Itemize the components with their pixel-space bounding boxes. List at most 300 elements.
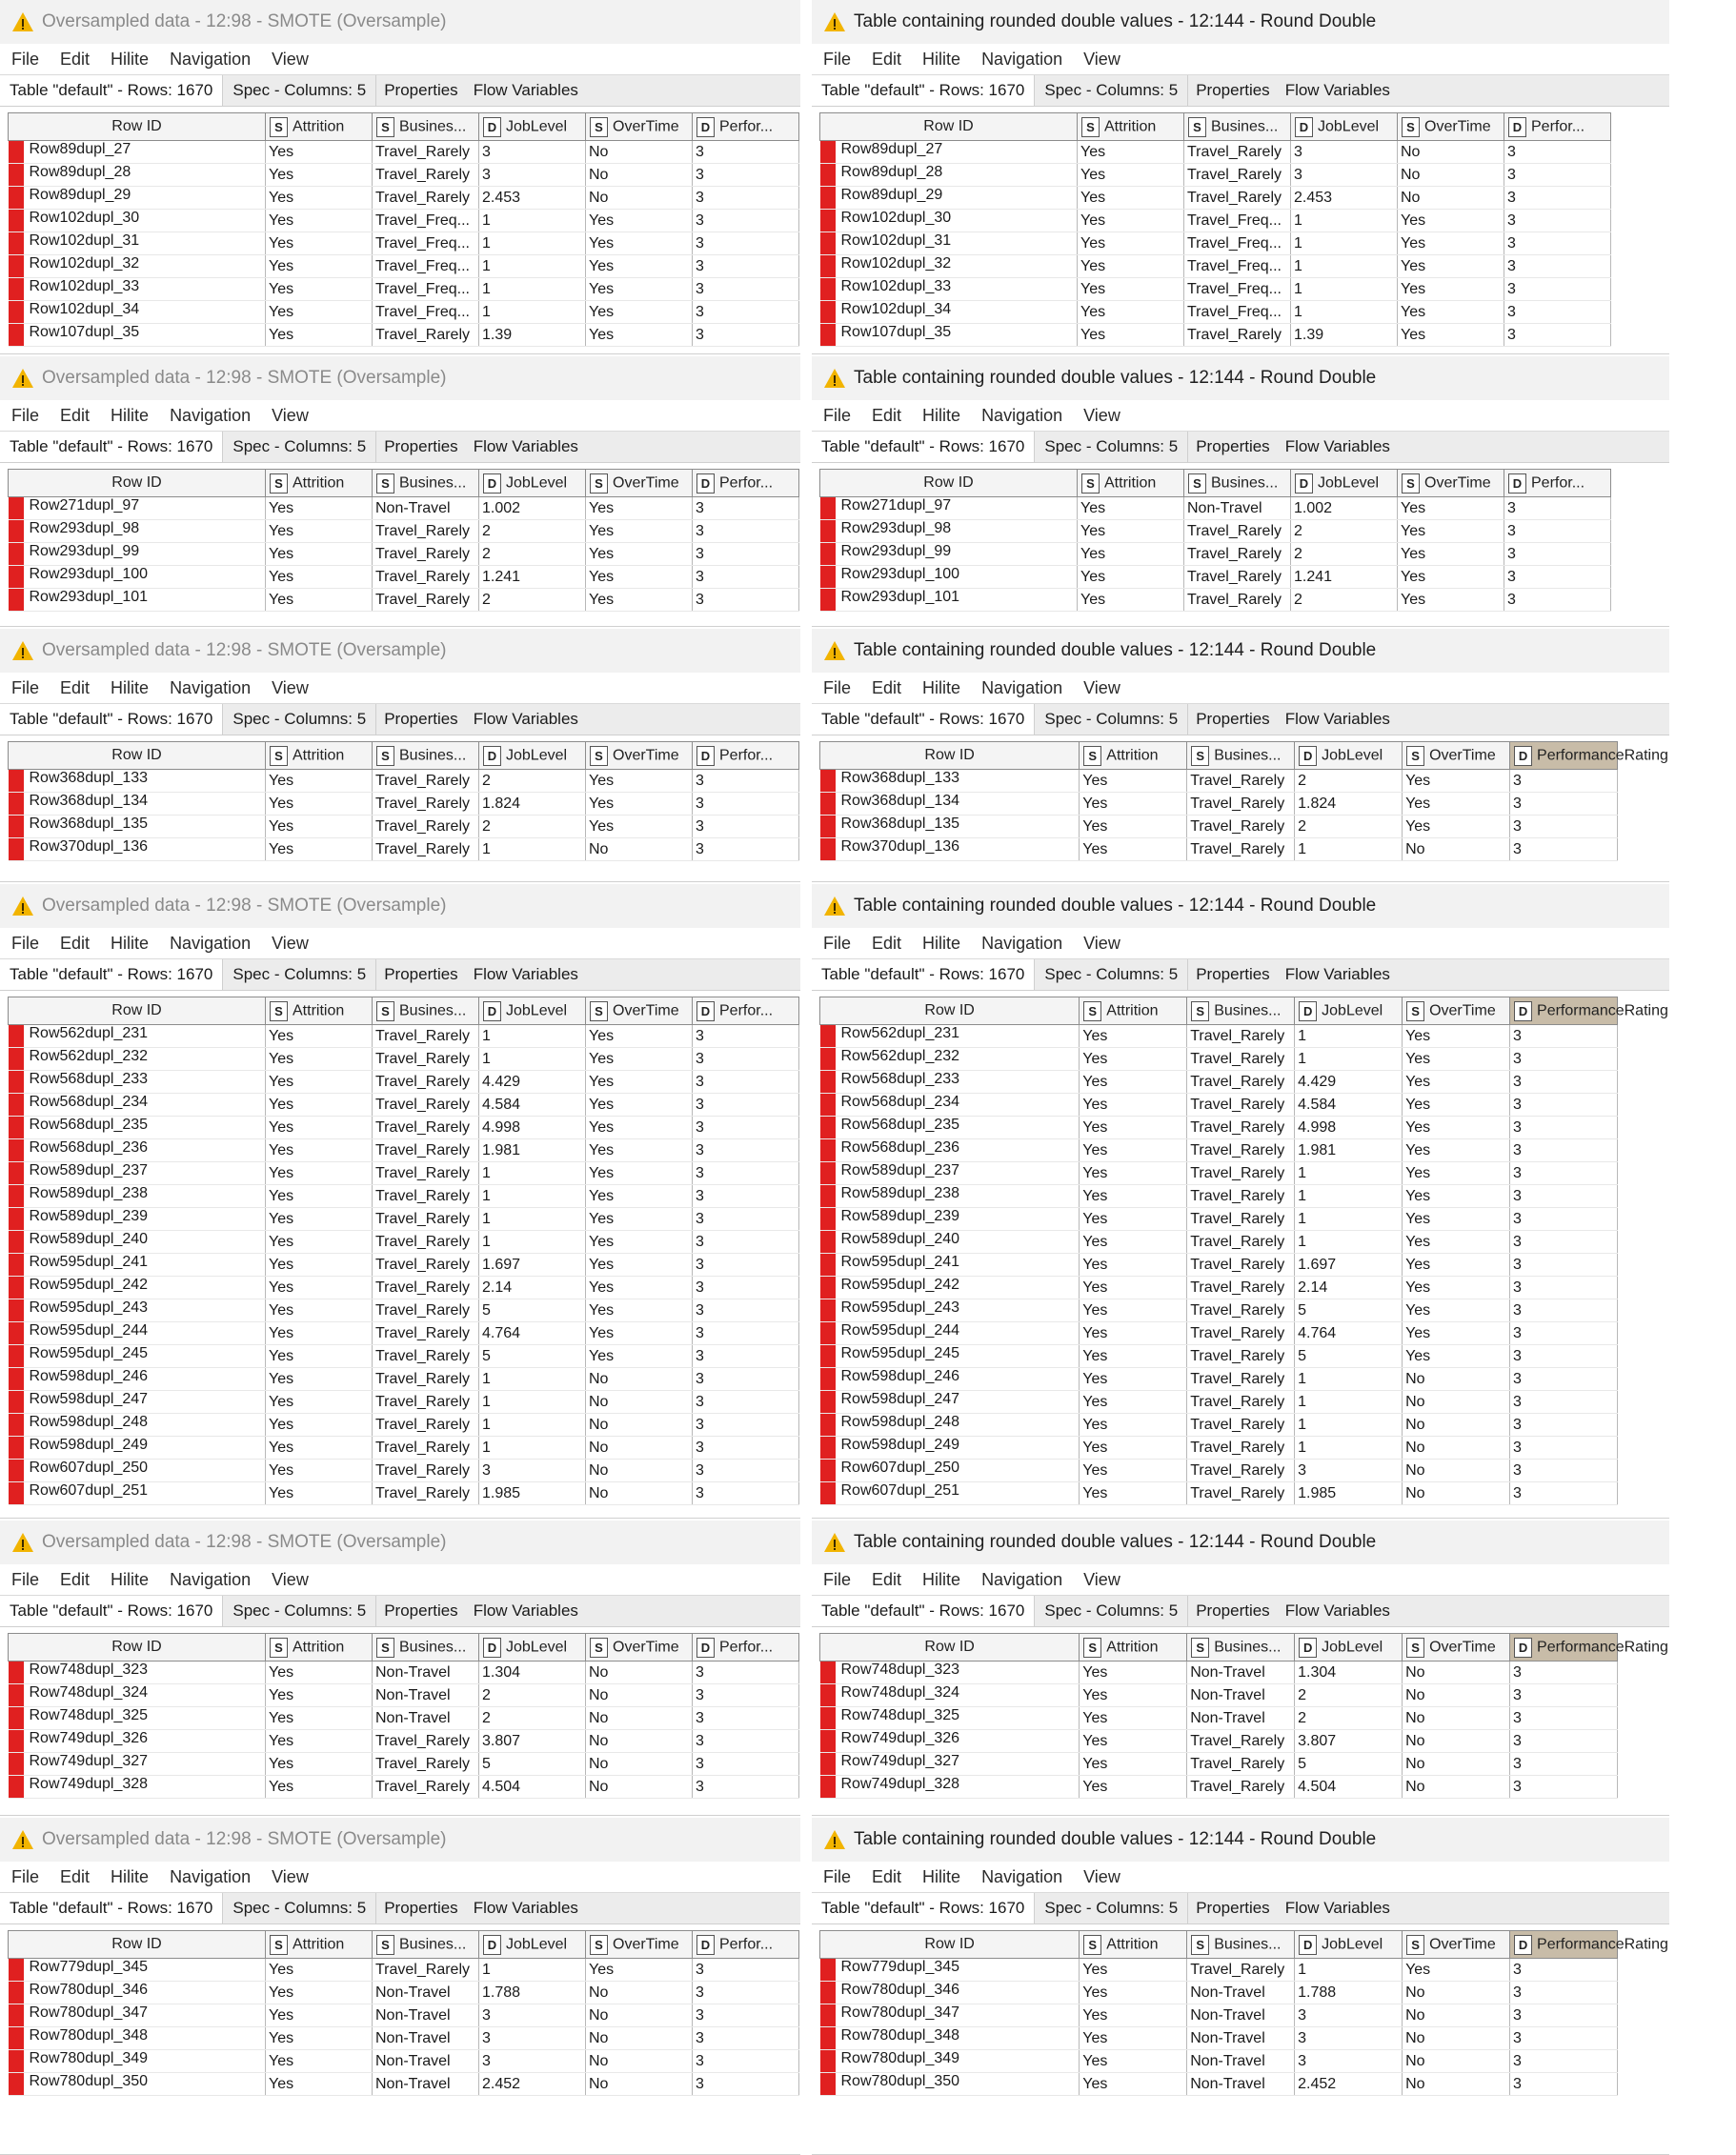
table-row[interactable] [9, 1208, 799, 1231]
column-header-joblevel[interactable] [1291, 113, 1398, 141]
column-header-joblevel[interactable] [1291, 470, 1398, 497]
column-header-attrition[interactable] [1080, 997, 1187, 1025]
tab-spec[interactable]: Spec - Columns: 5 [1035, 432, 1188, 462]
menu-hilite[interactable]: Hilite [922, 1866, 961, 1886]
menu-file[interactable]: File [11, 1569, 40, 1589]
table-row[interactable] [9, 520, 799, 543]
tab-spec[interactable]: Spec - Columns: 5 [223, 704, 376, 735]
column-header-busines[interactable] [373, 470, 479, 497]
table-row[interactable] [820, 520, 1611, 543]
column-header-overtime[interactable] [586, 1634, 693, 1662]
menu-file[interactable]: File [11, 1866, 40, 1886]
table-row[interactable] [9, 1048, 799, 1071]
column-header-joblevel[interactable] [1295, 997, 1403, 1025]
tab-spec[interactable]: Spec - Columns: 5 [223, 1893, 376, 1923]
table-row[interactable] [9, 566, 799, 589]
tab-properties[interactable]: Properties [1196, 1601, 1270, 1620]
table-row[interactable] [9, 1139, 799, 1162]
column-header-busines[interactable] [1187, 1634, 1295, 1662]
column-header-row-id[interactable]: Row ID [9, 1931, 266, 1959]
tab-spec[interactable]: Spec - Columns: 5 [223, 75, 376, 106]
table-row[interactable] [820, 1299, 1618, 1322]
column-header-attrition[interactable] [1078, 113, 1184, 141]
tab-properties[interactable]: Properties [1196, 1899, 1270, 1917]
column-header-attrition[interactable] [266, 113, 373, 141]
column-header-busines[interactable] [1184, 470, 1291, 497]
table-row[interactable] [820, 2050, 1618, 2073]
column-header-row-id[interactable]: Row ID [9, 113, 266, 141]
menu-hilite[interactable]: Hilite [111, 1569, 150, 1589]
table-row[interactable] [9, 1460, 799, 1482]
table-row[interactable] [820, 1662, 1618, 1684]
menu-edit[interactable]: Edit [872, 49, 902, 69]
column-header-perfor[interactable] [693, 1634, 799, 1662]
column-header-joblevel[interactable] [479, 470, 586, 497]
table-row[interactable] [820, 793, 1618, 816]
tab-properties[interactable]: Properties [384, 965, 458, 983]
table-row[interactable] [820, 278, 1611, 301]
menu-file[interactable]: File [823, 49, 852, 69]
column-header-overtime[interactable] [1403, 997, 1510, 1025]
table-row[interactable] [9, 1345, 799, 1368]
table-row[interactable] [820, 816, 1618, 838]
table-row[interactable] [9, 1231, 799, 1254]
column-header-overtime[interactable] [586, 997, 693, 1025]
tab-properties[interactable]: Properties [384, 710, 458, 728]
menu-view[interactable]: View [272, 405, 309, 425]
menu-view[interactable]: View [272, 1569, 309, 1589]
tab-table[interactable]: Table "default" - Rows: 1670 [812, 1893, 1035, 1923]
menu-view[interactable]: View [1083, 49, 1120, 69]
column-header-overtime[interactable] [1403, 742, 1510, 770]
menu-navigation[interactable]: Navigation [981, 933, 1063, 953]
table-row[interactable] [820, 141, 1611, 164]
menu-edit[interactable]: Edit [60, 1569, 91, 1589]
table-row[interactable] [9, 2073, 799, 2096]
menu-navigation[interactable]: Navigation [170, 1569, 252, 1589]
tab-properties[interactable]: Properties [384, 1601, 458, 1620]
cell-value: Row568dupl_236 [840, 1139, 960, 1156]
column-header-perfor[interactable] [693, 470, 799, 497]
tab-flow-variables[interactable]: Flow Variables [1284, 437, 1390, 455]
table-row[interactable] [9, 1071, 799, 1094]
table-row[interactable] [9, 1707, 799, 1730]
cell-value: Yes [1082, 1686, 1108, 1703]
menu-file[interactable]: File [823, 1569, 852, 1589]
table-row[interactable] [820, 1322, 1618, 1345]
menu-view[interactable]: View [1083, 1569, 1120, 1589]
menu-edit[interactable]: Edit [60, 49, 91, 69]
column-header-overtime[interactable] [1403, 1634, 1510, 1662]
column-header-overtime[interactable] [586, 1931, 693, 1959]
menu-navigation[interactable]: Navigation [981, 49, 1063, 69]
tab-flow-variables[interactable]: Flow Variables [473, 1601, 578, 1620]
tab-table[interactable]: Table "default" - Rows: 1670 [812, 1596, 1035, 1626]
column-header-joblevel[interactable] [1295, 1634, 1403, 1662]
table-row[interactable] [820, 164, 1611, 187]
table-row[interactable] [9, 324, 799, 347]
table-row[interactable] [820, 1231, 1618, 1254]
menu-edit[interactable]: Edit [60, 405, 91, 425]
tab-table[interactable]: Table "default" - Rows: 1670 [0, 704, 223, 735]
tab-properties[interactable]: Properties [1196, 965, 1270, 983]
tab-flow-variables[interactable]: Flow Variables [1284, 710, 1390, 728]
table-row[interactable] [9, 770, 799, 793]
table-row[interactable] [820, 1776, 1618, 1799]
table-row[interactable] [820, 187, 1611, 210]
table-row[interactable] [820, 1025, 1618, 1048]
table-row[interactable] [9, 141, 799, 164]
column-header-row-id[interactable]: Row ID [820, 997, 1080, 1025]
column-header-overtime[interactable] [1398, 113, 1504, 141]
tab-properties[interactable]: Properties [384, 437, 458, 455]
column-header-overtime[interactable] [586, 113, 693, 141]
tab-flow-variables[interactable]: Flow Variables [473, 1899, 578, 1917]
table-row[interactable] [820, 324, 1611, 347]
table-row[interactable] [9, 1414, 799, 1437]
table-row[interactable] [9, 1982, 799, 2004]
window-title-bar[interactable] [0, 629, 800, 673]
table-row[interactable] [820, 1048, 1618, 1071]
tab-flow-variables[interactable]: Flow Variables [1284, 1899, 1390, 1917]
window-title-bar[interactable] [0, 0, 800, 44]
table-row[interactable] [9, 278, 799, 301]
menu-file[interactable]: File [823, 677, 852, 697]
table-row[interactable] [820, 543, 1611, 566]
tab-properties[interactable]: Properties [1196, 710, 1270, 728]
tab-flow-variables[interactable]: Flow Variables [1284, 81, 1390, 99]
menu-navigation[interactable]: Navigation [981, 1866, 1063, 1886]
column-header-busines[interactable] [1187, 1931, 1295, 1959]
tab-spec[interactable]: Spec - Columns: 5 [1035, 75, 1188, 106]
column-header-performancerating[interactable] [1510, 997, 1668, 1025]
tab-properties[interactable]: Properties [384, 81, 458, 99]
tab-flow-variables[interactable]: Flow Variables [1284, 965, 1390, 983]
column-header-attrition[interactable] [1080, 742, 1187, 770]
menu-file[interactable]: File [823, 1866, 852, 1886]
table-row[interactable] [9, 816, 799, 838]
column-header-busines[interactable] [1187, 997, 1295, 1025]
tab-table[interactable]: Table "default" - Rows: 1670 [812, 704, 1035, 735]
menu-navigation[interactable]: Navigation [170, 677, 252, 697]
menu-view[interactable]: View [272, 933, 309, 953]
menu-view[interactable]: View [272, 677, 309, 697]
menu-hilite[interactable]: Hilite [922, 933, 961, 953]
table-row[interactable] [820, 497, 1611, 520]
column-header-perfor[interactable] [693, 113, 799, 141]
column-header-busines[interactable] [373, 742, 479, 770]
table-row[interactable] [9, 255, 799, 278]
table-row[interactable] [820, 838, 1618, 861]
tab-flow-variables[interactable]: Flow Variables [473, 81, 578, 99]
column-header-overtime[interactable] [1403, 1931, 1510, 1959]
tab-flow-variables[interactable]: Flow Variables [473, 965, 578, 983]
table-row[interactable] [9, 1185, 799, 1208]
tab-properties[interactable]: Properties [1196, 81, 1270, 99]
tab-table[interactable]: Table "default" - Rows: 1670 [0, 432, 223, 462]
table-row[interactable] [820, 1982, 1618, 2004]
tab-table[interactable]: Table "default" - Rows: 1670 [0, 1596, 223, 1626]
table-row[interactable] [9, 1322, 799, 1345]
table-row[interactable] [9, 1254, 799, 1277]
tab-flow-variables[interactable]: Flow Variables [473, 710, 578, 728]
tab-spec[interactable]: Spec - Columns: 5 [223, 959, 376, 990]
menu-navigation[interactable]: Navigation [981, 677, 1063, 697]
table-row[interactable] [9, 187, 799, 210]
table-row[interactable] [9, 1437, 799, 1460]
tab-properties[interactable]: Properties [1196, 437, 1270, 455]
column-header-busines[interactable] [373, 1931, 479, 1959]
tab-flow-variables[interactable]: Flow Variables [1284, 1601, 1390, 1620]
menu-view[interactable]: View [1083, 1866, 1120, 1886]
table-row[interactable] [9, 1117, 799, 1139]
tab-spec[interactable]: Spec - Columns: 5 [1035, 704, 1188, 735]
table-row[interactable] [9, 2027, 799, 2050]
cell-value: Yes [589, 1961, 615, 1978]
column-header-joblevel[interactable] [479, 113, 586, 141]
column-header-row-id[interactable]: Row ID [9, 997, 266, 1025]
column-header-joblevel[interactable] [1295, 742, 1403, 770]
column-header-performancerating[interactable] [1510, 1931, 1668, 1959]
window-title-bar[interactable] [0, 1818, 800, 1862]
column-header-attrition[interactable] [266, 1931, 373, 1959]
column-header-attrition[interactable] [1078, 470, 1184, 497]
tab-flow-variables[interactable]: Flow Variables [473, 437, 578, 455]
menu-view[interactable]: View [1083, 933, 1120, 953]
table-row[interactable] [9, 1753, 799, 1776]
column-header-joblevel[interactable] [479, 1634, 586, 1662]
table-row[interactable] [820, 1208, 1618, 1231]
menu-edit[interactable]: Edit [60, 1866, 91, 1886]
menu-file[interactable]: File [11, 677, 40, 697]
menu-edit[interactable]: Edit [60, 677, 91, 697]
menu-navigation[interactable]: Navigation [981, 1569, 1063, 1589]
menu-file[interactable]: File [11, 405, 40, 425]
table-row[interactable] [820, 2073, 1618, 2096]
table-row[interactable] [820, 1414, 1618, 1437]
table-row[interactable] [9, 1368, 799, 1391]
window-title-bar[interactable] [812, 356, 1669, 400]
column-header-overtime[interactable] [1398, 470, 1504, 497]
tab-spec[interactable]: Spec - Columns: 5 [1035, 959, 1188, 990]
column-header-overtime[interactable] [586, 742, 693, 770]
table-row[interactable] [9, 1162, 799, 1185]
column-header-joblevel[interactable] [479, 997, 586, 1025]
menu-navigation[interactable]: Navigation [170, 933, 252, 953]
window-title-bar[interactable] [0, 356, 800, 400]
tab-table[interactable]: Table "default" - Rows: 1670 [0, 1893, 223, 1923]
column-header-row-id[interactable]: Row ID [9, 1634, 266, 1662]
column-header-row-id[interactable]: Row ID [9, 742, 266, 770]
menu-file[interactable]: File [11, 933, 40, 953]
column-header-attrition[interactable] [1080, 1931, 1187, 1959]
menu-hilite[interactable]: Hilite [111, 1866, 150, 1886]
column-header-row-id[interactable]: Row ID [820, 742, 1080, 770]
table-row[interactable] [820, 1094, 1618, 1117]
table-row[interactable] [9, 793, 799, 816]
menu-navigation[interactable]: Navigation [170, 1866, 252, 1886]
table-row[interactable] [9, 1025, 799, 1048]
tab-table[interactable]: Table "default" - Rows: 1670 [812, 75, 1035, 106]
table-row[interactable] [820, 1482, 1618, 1505]
menu-file[interactable]: File [823, 933, 852, 953]
table-row[interactable] [820, 1139, 1618, 1162]
column-header-row-id[interactable]: Row ID [820, 470, 1078, 497]
table-row[interactable] [820, 1959, 1618, 1982]
table-row[interactable] [820, 589, 1611, 612]
table-row[interactable] [9, 1277, 799, 1299]
menu-file[interactable]: File [11, 49, 40, 69]
tab-table[interactable]: Table "default" - Rows: 1670 [0, 959, 223, 990]
table-row[interactable] [820, 301, 1611, 324]
table-row[interactable] [9, 543, 799, 566]
table-row[interactable] [820, 1277, 1618, 1299]
column-header-busines[interactable] [373, 997, 479, 1025]
menu-hilite[interactable]: Hilite [111, 933, 150, 953]
table-row[interactable] [820, 1437, 1618, 1460]
window-title-bar[interactable] [812, 0, 1669, 44]
column-header-row-id[interactable]: Row ID [820, 1634, 1080, 1662]
table-row[interactable] [820, 566, 1611, 589]
column-header-attrition[interactable] [266, 470, 373, 497]
menu-edit[interactable]: Edit [872, 405, 902, 425]
column-header-attrition[interactable] [266, 742, 373, 770]
tab-spec[interactable]: Spec - Columns: 5 [1035, 1893, 1188, 1923]
column-header-row-id[interactable]: Row ID [9, 470, 266, 497]
table-cell [586, 566, 693, 589]
table-row[interactable] [820, 232, 1611, 255]
column-header-perfor[interactable] [1504, 470, 1611, 497]
menu-edit[interactable]: Edit [872, 677, 902, 697]
table-row[interactable] [820, 1730, 1618, 1753]
column-header-attrition[interactable] [266, 1634, 373, 1662]
table-row[interactable] [820, 1162, 1618, 1185]
column-header-busines[interactable] [1187, 742, 1295, 770]
menu-file[interactable]: File [823, 405, 852, 425]
column-header-joblevel[interactable] [1295, 1931, 1403, 1959]
menu-hilite[interactable]: Hilite [922, 1569, 961, 1589]
column-header-row-id[interactable]: Row ID [820, 1931, 1080, 1959]
window-title-bar[interactable] [812, 1521, 1669, 1564]
table-row[interactable] [820, 1460, 1618, 1482]
menu-navigation[interactable]: Navigation [170, 49, 252, 69]
column-header-row-id[interactable]: Row ID [820, 113, 1078, 141]
table-row[interactable] [9, 589, 799, 612]
menu-hilite[interactable]: Hilite [922, 405, 961, 425]
table-row[interactable] [820, 1391, 1618, 1414]
table-row[interactable] [820, 1254, 1618, 1277]
table-row[interactable] [820, 255, 1611, 278]
table-row[interactable] [9, 1482, 799, 1505]
menu-view[interactable]: View [272, 1866, 309, 1886]
table-row[interactable] [820, 1684, 1618, 1707]
table-row[interactable] [820, 1071, 1618, 1094]
menu-edit[interactable]: Edit [872, 1866, 902, 1886]
table-row[interactable] [9, 1959, 799, 1982]
table-row[interactable] [9, 210, 799, 232]
table-row[interactable] [9, 1094, 799, 1117]
tab-spec[interactable]: Spec - Columns: 5 [223, 1596, 376, 1626]
column-header-perfor[interactable] [693, 1931, 799, 1959]
menu-hilite[interactable]: Hilite [111, 405, 150, 425]
menu-hilite[interactable]: Hilite [922, 49, 961, 69]
table-row[interactable] [9, 1662, 799, 1684]
menu-navigation[interactable]: Navigation [170, 405, 252, 425]
column-header-attrition[interactable] [1080, 1634, 1187, 1662]
table-row[interactable] [9, 164, 799, 187]
column-header-overtime[interactable] [586, 470, 693, 497]
menu-hilite[interactable]: Hilite [111, 677, 150, 697]
column-header-perfor[interactable] [693, 997, 799, 1025]
table-row[interactable] [820, 1117, 1618, 1139]
table-row[interactable] [820, 2027, 1618, 2050]
table-row[interactable] [9, 1776, 799, 1799]
table-row[interactable] [9, 1730, 799, 1753]
table-row[interactable] [9, 2004, 799, 2027]
menu-hilite[interactable]: Hilite [111, 49, 150, 69]
tab-table[interactable]: Table "default" - Rows: 1670 [0, 75, 223, 106]
column-header-joblevel[interactable] [479, 1931, 586, 1959]
menu-edit[interactable]: Edit [872, 1569, 902, 1589]
table-row[interactable] [9, 2050, 799, 2073]
table-row[interactable] [9, 838, 799, 861]
table-row[interactable] [9, 301, 799, 324]
tab-table[interactable]: Table "default" - Rows: 1670 [812, 959, 1035, 990]
column-header-attrition[interactable] [266, 997, 373, 1025]
table-row[interactable] [820, 1707, 1618, 1730]
tab-properties[interactable]: Properties [384, 1899, 458, 1917]
column-header-perfor[interactable] [1504, 113, 1611, 141]
table-cell [1187, 1460, 1295, 1482]
window-title-bar[interactable] [812, 629, 1669, 673]
table-row[interactable] [9, 1391, 799, 1414]
table-row[interactable] [820, 1753, 1618, 1776]
column-header-busines[interactable] [373, 113, 479, 141]
menu-view[interactable]: View [1083, 677, 1120, 697]
table-row[interactable] [9, 497, 799, 520]
table-row[interactable] [820, 2004, 1618, 2027]
table-row[interactable] [820, 1368, 1618, 1391]
menu-edit[interactable]: Edit [872, 933, 902, 953]
window-title-bar[interactable] [812, 1818, 1669, 1862]
window-title-bar[interactable] [812, 884, 1669, 928]
column-type-badge: S [1191, 1935, 1209, 1955]
table-row[interactable] [9, 1684, 799, 1707]
menu-view[interactable]: View [1083, 405, 1120, 425]
column-header-perfor[interactable] [693, 742, 799, 770]
menu-edit[interactable]: Edit [60, 933, 91, 953]
menu-hilite[interactable]: Hilite [922, 677, 961, 697]
column-header-performancerating[interactable] [1510, 1634, 1668, 1662]
table-row[interactable] [820, 210, 1611, 232]
window-title-bar[interactable] [0, 1521, 800, 1564]
column-header-performancerating[interactable] [1510, 742, 1668, 770]
column-header-busines[interactable] [1184, 113, 1291, 141]
window-title-bar[interactable] [0, 884, 800, 928]
table-row[interactable] [9, 232, 799, 255]
table-row[interactable] [820, 1345, 1618, 1368]
menu-navigation[interactable]: Navigation [981, 405, 1063, 425]
table-row[interactable] [820, 1185, 1618, 1208]
tab-spec[interactable]: Spec - Columns: 5 [1035, 1596, 1188, 1626]
tab-spec[interactable]: Spec - Columns: 5 [223, 432, 376, 462]
table-row[interactable] [9, 1299, 799, 1322]
column-header-joblevel[interactable] [479, 742, 586, 770]
column-header-busines[interactable] [373, 1634, 479, 1662]
table-row[interactable] [820, 770, 1618, 793]
menu-view[interactable]: View [272, 49, 309, 69]
tab-table[interactable]: Table "default" - Rows: 1670 [812, 432, 1035, 462]
